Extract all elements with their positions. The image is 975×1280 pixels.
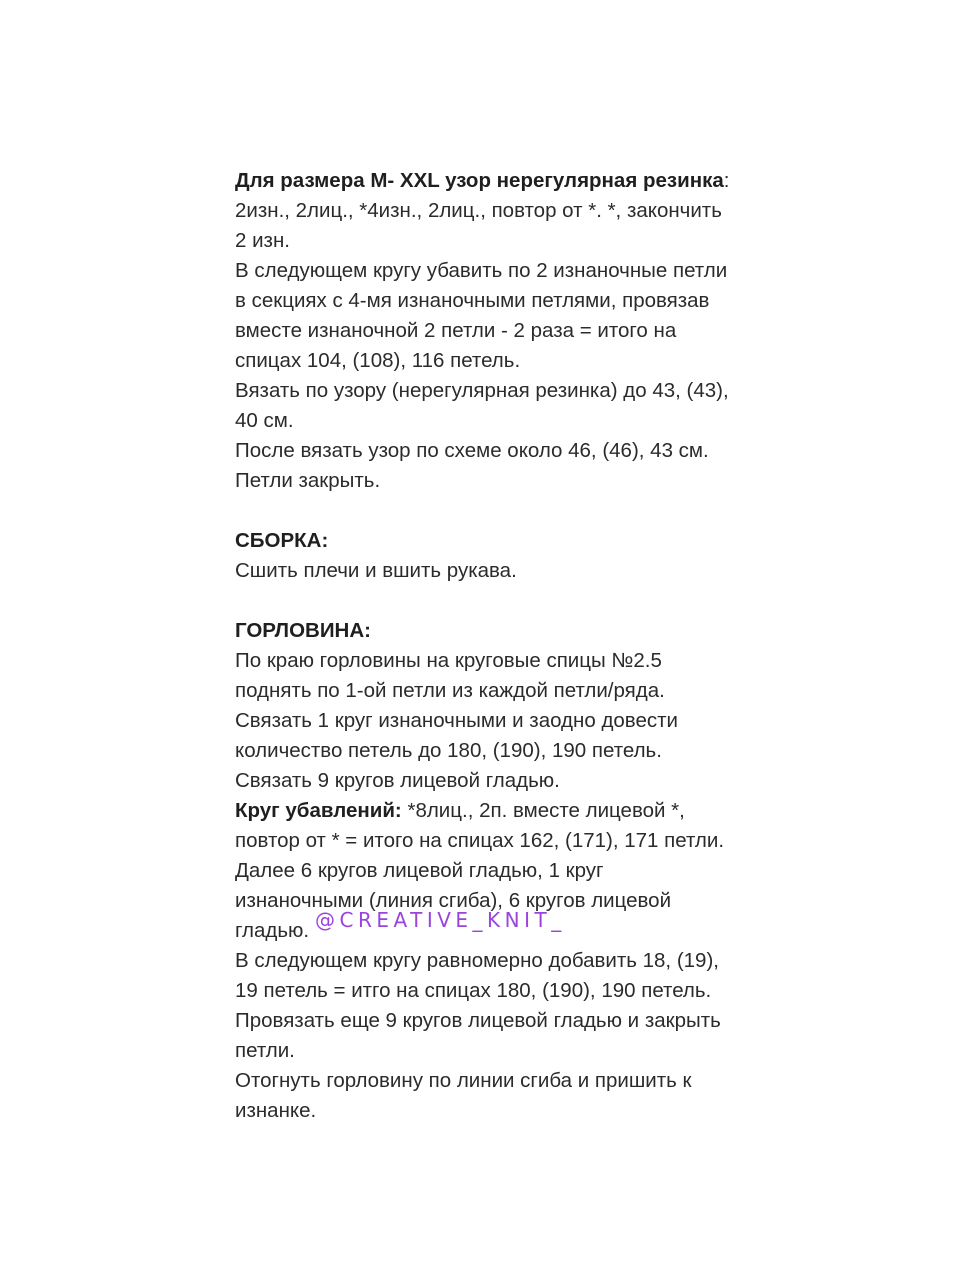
assembly-heading: СБОРКА:: [235, 529, 329, 552]
decrease-round-line: [235, 796, 835, 826]
paragraph-line: Вязать по узору (нерегулярная резинка) до 43, (43),: [235, 379, 729, 402]
paragraph-line: Отогнуть горловину по линии сгиба и пришить к: [235, 1069, 692, 1092]
paragraph-line: в секциях с 4-мя изнаночными петлями, провязав: [235, 289, 710, 312]
paragraph-line: По краю горловины на круговые спицы №2.5: [235, 649, 662, 672]
paragraph-line: Петли закрыть.: [235, 469, 381, 492]
paragraph-line: Связать 1 круг изнаночными и заодно довести: [235, 709, 678, 732]
creative-knit-watermark: @CREATIVE_KNIT_: [315, 908, 566, 932]
paragraph-line: Сшить плечи и вшить рукава.: [235, 559, 517, 582]
document-body: [235, 166, 835, 1126]
paragraph-line: петли.: [235, 1039, 295, 1062]
paragraph-line: повтор от * = итого на спицах 162, (171), 171 петли.: [235, 829, 725, 852]
size-heading-colon: :: [723, 169, 730, 192]
paragraph-line: В следующем кругу равномерно добавить 18, (19),: [235, 949, 719, 972]
paragraph-line: гладью.: [235, 919, 310, 942]
neckline-heading-line: [235, 616, 835, 646]
assembly-heading-line: [235, 526, 835, 556]
paragraph-line: вместе изнаночной 2 петли - 2 раза = итого на: [235, 319, 677, 342]
paragraph-line: спицах 104, (108), 116 петель.: [235, 349, 521, 372]
paragraph-line: После вязать узор по схеме около 46, (46), 43 см.: [235, 439, 709, 462]
paragraph-line: 2 изн.: [235, 229, 290, 252]
paragraph-line: 19 петель = итго на спицах 180, (190), 190 петель.: [235, 979, 712, 1002]
section-spacer: [235, 586, 835, 616]
paragraph-line: 2изн., 2лиц., *4изн., 2лиц., повтор от *. *, закончить: [235, 199, 722, 222]
size-heading: Для размера М- XXL узор нерегулярная резинка: [235, 169, 724, 192]
section-spacer: [235, 496, 835, 526]
size-heading-line: [235, 166, 835, 196]
paragraph-line: поднять по 1-ой петли из каждой петли/ряда.: [235, 679, 665, 702]
decrease-round-label: Круг убавлений:: [235, 799, 402, 822]
paragraph-line: Далее 6 кругов лицевой гладью, 1 круг: [235, 859, 604, 882]
decrease-round-text: *8лиц., 2п. вместе лицевой *,: [401, 799, 685, 822]
paragraph-line: Связать 9 кругов лицевой гладью.: [235, 769, 560, 792]
paragraph-line: количество петель до 180, (190), 190 петель.: [235, 739, 662, 762]
paragraph-line: Провязать еще 9 кругов лицевой гладью и закрыть: [235, 1009, 721, 1032]
paragraph-line: 40 см.: [235, 409, 294, 432]
neckline-heading: ГОРЛОВИНА:: [235, 619, 371, 642]
paragraph-line: изнаночными (линия сгиба), 6 кругов лицевой: [235, 889, 672, 912]
paragraph-line: В следующем кругу убавить по 2 изнаночные петли: [235, 259, 728, 282]
paragraph-line: изнанке.: [235, 1099, 317, 1122]
